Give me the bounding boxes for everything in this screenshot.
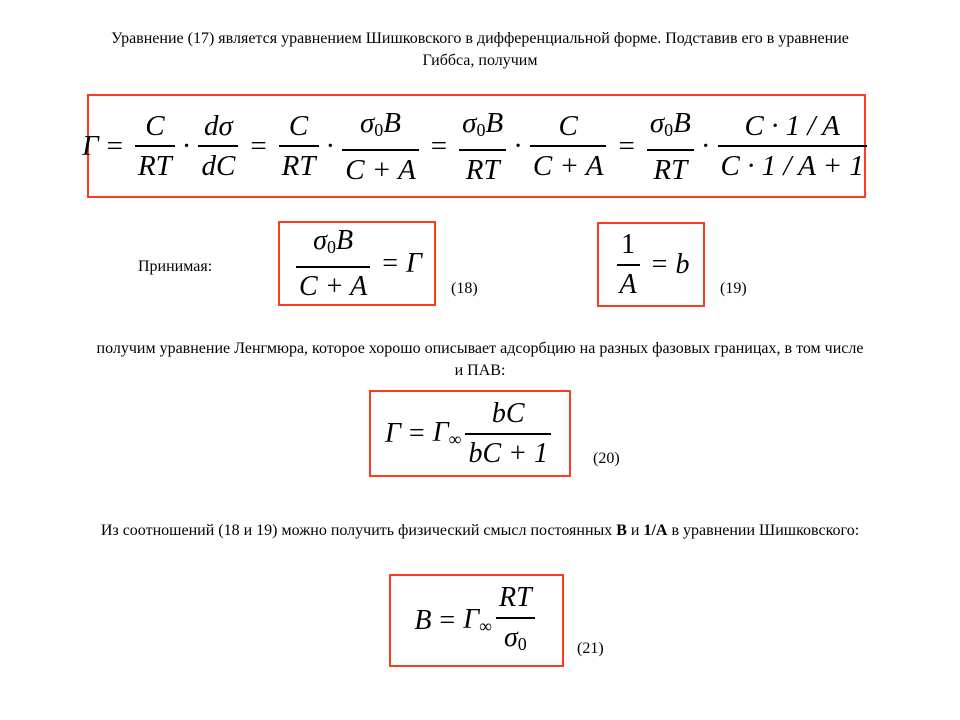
gibbs-substitution-equation bbox=[82, 96, 864, 196]
numerator: C bbox=[288, 110, 309, 142]
equation-number-19: (19) bbox=[720, 280, 747, 297]
denominator: RT bbox=[653, 153, 688, 186]
conclusion-prefix: Из соотношений (18 и 19) можно получить физический смысл постоянных bbox=[100, 522, 617, 539]
equation-number-21: (21) bbox=[577, 640, 604, 657]
equals-sign: = bbox=[430, 129, 448, 162]
numerator: RT bbox=[499, 581, 532, 613]
fraction-c-over-cplusa bbox=[530, 109, 607, 183]
equation-18-box bbox=[278, 221, 436, 306]
equals-sign: = bbox=[408, 417, 425, 449]
langmuir-text bbox=[20, 338, 940, 382]
equation-19 bbox=[599, 224, 703, 305]
equals-sign: = bbox=[250, 129, 267, 162]
constant-b: В bbox=[616, 522, 627, 539]
numerator: bC bbox=[491, 397, 525, 429]
fraction-sigma0b-over-rt bbox=[647, 106, 694, 187]
numerator: C bbox=[558, 110, 578, 142]
fraction-c-over-rt bbox=[135, 109, 175, 183]
cdot: · bbox=[513, 129, 523, 162]
cdot: · bbox=[700, 129, 711, 162]
equation-21-box bbox=[389, 574, 564, 667]
equation-number-18: (18) bbox=[451, 280, 478, 297]
gamma-infinity: $\Gamma_\infty$ bbox=[432, 417, 462, 449]
equation-21 bbox=[391, 576, 562, 665]
gamma-symbol: Γ bbox=[82, 129, 99, 162]
denominator: C + A bbox=[345, 153, 416, 186]
accepting-label: Принимая: bbox=[138, 258, 213, 275]
equation-19-box bbox=[597, 222, 705, 307]
numerator: $\sigma_0B$ bbox=[649, 106, 691, 140]
gamma-infinity: $\Gamma_\infty$ bbox=[463, 604, 492, 636]
fraction-c1a-over-c1aplus1 bbox=[718, 109, 867, 183]
fraction-dsigma-over-dc bbox=[198, 109, 238, 183]
gibbs-substitution-equation-box bbox=[82, 94, 866, 198]
fraction-c-over-rt bbox=[279, 109, 319, 183]
intro-line-1: Уравнение (17) является уравнением Шишковского в дифференциальной форме. Подставив его в уравнение bbox=[111, 30, 849, 47]
equation-18 bbox=[280, 223, 434, 304]
equals-sign: = bbox=[382, 247, 399, 279]
constant-one-over-a: 1/А bbox=[643, 522, 668, 539]
fraction-bc-over-bcplus1 bbox=[465, 397, 551, 471]
gamma-symbol: Γ bbox=[384, 417, 401, 449]
b-symbol: b bbox=[675, 248, 690, 280]
denominator: C + A bbox=[299, 270, 368, 302]
b-symbol: B bbox=[414, 604, 432, 636]
denominator: A bbox=[619, 268, 637, 300]
langmuir-line-2: и ПАВ: bbox=[454, 362, 506, 379]
conclusion-and: и bbox=[626, 522, 644, 539]
denominator: C · 1 / A + 1 bbox=[720, 150, 864, 182]
equals-sign: = bbox=[106, 129, 123, 162]
fraction-sigma0b-over-rt bbox=[459, 106, 506, 187]
equals-sign: = bbox=[439, 604, 456, 636]
conclusion-text bbox=[0, 520, 960, 542]
equation-20 bbox=[371, 392, 569, 475]
cdot: · bbox=[181, 129, 192, 162]
denominator: C + A bbox=[532, 150, 604, 182]
denominator: $\sigma_0$ bbox=[503, 621, 527, 654]
equation-number-20: (20) bbox=[593, 450, 620, 467]
numerator: C · 1 / A bbox=[744, 110, 840, 142]
numerator: $\sigma_0B$ bbox=[359, 106, 401, 140]
denominator: dC bbox=[201, 150, 236, 182]
denominator: RT bbox=[281, 150, 316, 182]
langmuir-line-1: получим уравнение Ленгмюра, которое хорошо описывает адсорбцию на разных фазовых границах, в том числе bbox=[96, 340, 864, 357]
numerator: $\sigma_0B$ bbox=[313, 224, 354, 257]
equals-sign: = bbox=[618, 129, 635, 162]
intro-line-2: Гиббса, получим bbox=[422, 52, 538, 69]
fraction-sigma0b-over-cplusa bbox=[296, 224, 370, 304]
conclusion-suffix: в уравнении Шишковского: bbox=[667, 522, 860, 539]
cdot: · bbox=[325, 129, 336, 162]
equation-20-box bbox=[369, 390, 571, 477]
fraction-sigma0b-over-cplusa bbox=[342, 106, 419, 187]
numerator: dσ bbox=[203, 110, 233, 142]
denominator: RT bbox=[465, 153, 500, 186]
denominator: bC + 1 bbox=[468, 437, 549, 469]
numerator: C bbox=[145, 110, 165, 142]
numerator: 1 bbox=[621, 228, 636, 260]
fraction-1-over-a bbox=[617, 228, 640, 302]
equals-sign: = bbox=[651, 248, 668, 280]
gamma-symbol: Γ bbox=[406, 247, 422, 279]
fraction-rt-over-sigma0 bbox=[496, 581, 535, 661]
numerator: $\sigma_0B$ bbox=[462, 106, 504, 140]
denominator: RT bbox=[137, 150, 172, 182]
intro-text bbox=[40, 28, 920, 72]
